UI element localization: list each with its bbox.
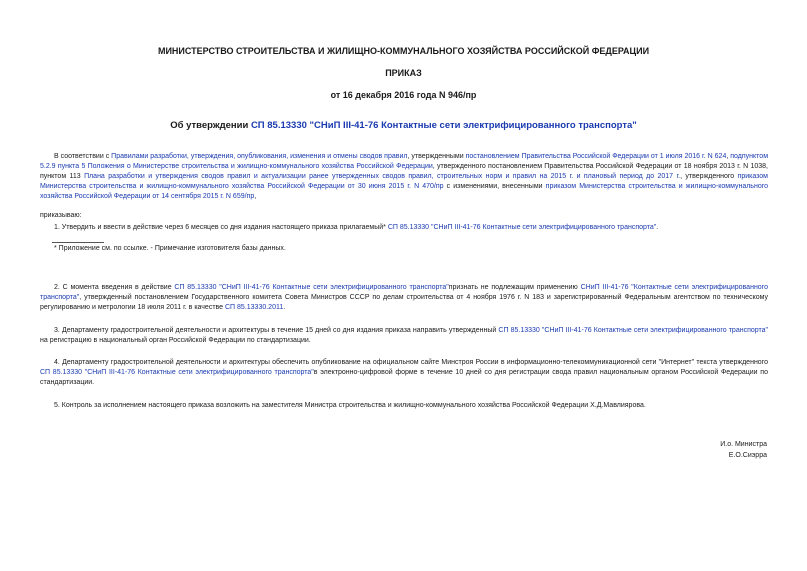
doc-type: ПРИКАЗ (385, 68, 422, 78)
footnote-divider (52, 242, 104, 243)
ministry-heading: МИНИСТЕРСТВО СТРОИТЕЛЬСТВА И ЖИЛИЩНО-КОММУНАЛЬНОГО ХОЗЯЙСТВА РОССИЙСКОЙ ФЕДЕРАЦИИ (157, 46, 650, 56)
preamble-paragraph (40, 152, 768, 202)
title-link[interactable]: СП 85.13330 "СНиП III-41-76 Контактные сети электрифицированного транспорта" (250, 120, 637, 131)
order-date-number: от 16 декабря 2016 года N 946/пр (330, 90, 477, 100)
item-1-link[interactable]: СП 85.13330 "СНиП III-41-76 Контактные сети электрифицированного транспорта" (387, 224, 657, 231)
item-3 (40, 326, 768, 346)
link-order-659[interactable]: приказом Министерства строительства и жилищно-коммунального хозяйства Российской Федерации от 14 сентября 2015 г. N 659/пр (40, 183, 769, 200)
link-rules[interactable]: Правилами разработки, утверждения, опубликования, изменения и отмены сводов правил (111, 153, 408, 160)
preamble-text: , (254, 193, 257, 200)
item-text: , утвержденный постановлением Государственного комитета Совета Министров СССР по делам строительства от 4 ноября 1976 г. N 183 и зарегистрированный Федеральным агентством по техническому регулированию и метрологии 18 июля 2011 г. в качестве (40, 294, 768, 311)
item-2-link-sp[interactable]: СП 85.13330 "СНиП III-41-76 Контактные сети электрифицированного транспорта" (174, 284, 449, 291)
item-text: . (656, 224, 659, 231)
item-text: признать не подлежащим применению (448, 284, 581, 291)
item-text: 1. Утвердить и ввести в действие через 6 месяцев со дня издания настоящего приказа прилагаемый* (54, 224, 388, 231)
item-text: . (283, 304, 286, 311)
preamble-text: , (726, 153, 731, 160)
item-text: на регистрацию в национальный орган Российской Федерации по стандартизации. (40, 337, 311, 344)
link-order-470[interactable]: приказом Министерства строительства и жилищно-коммунального хозяйства Российской Федерации от 30 июня 2015 г. N 470/пр (40, 173, 768, 190)
item-text: 2. С момента введения в действие (54, 284, 175, 291)
preamble-text: , утвержденного постановлением Правительства Российской Федерации от 18 ноября 2013 г. N 1038, пунктом 113 (40, 163, 768, 180)
page-title (0, 120, 807, 131)
item-1 (54, 223, 658, 233)
item-2 (40, 283, 768, 313)
item-text: в электронно-цифровой форме в течение 10 дней со дня регистрации свода правил национальным органом Российской Федерации по стандартизации. (40, 369, 768, 386)
item-text: 4. Департаменту градостроительной деятельности и архитектуры обеспечить опубликование на официальном сайте Минстроя России в информационно-телекоммуникационной сети "Интернет" текста утвержденного (54, 359, 768, 366)
preamble-text: В соответствии с (54, 153, 112, 160)
signature-name: Е.О.Сиэрра (728, 452, 767, 459)
signature-position: И.о. Министра (720, 441, 767, 448)
item-2-link-sp2011[interactable]: СП 85.13330.2011 (225, 304, 284, 311)
link-ministry-regulation[interactable]: подпунктом 5.2.9 пункта 5 Положения о Министерстве строительства и жилищно-коммунального хозяйства Российской Федерации (40, 153, 769, 170)
preamble-text: , утвержденными (407, 153, 466, 160)
item-text: 3. Департаменту градостроительной деятельности и архитектуры в течение 15 дней со дня издания приказа направить утвержденный (54, 327, 499, 334)
item-5: 5. Контроль за исполнением настоящего приказа возложить на заместителя Министра строительства и жилищно-коммунального хозяйства Российской Федерации Х.Д.Мавлиярова. (54, 402, 646, 409)
link-resolution-624[interactable]: постановлением Правительства Российской Федерации от 1 июля 2016 г. N 624 (465, 153, 727, 160)
item-2-link-snip[interactable]: СНиП III-41-76 "Контактные сети электрифицированного транспорта" (40, 284, 768, 301)
link-plan[interactable]: Плана разработки и утверждения сводов правил и актуализации ранее утвержденных сводов правил, строительных норм и правил на 2015 г. и плановый период до 2017 г. (84, 173, 681, 180)
item-3-link[interactable]: СП 85.13330 "СНиП III-41-76 Контактные сети электрифицированного транспорта" (498, 327, 769, 334)
preamble-text: с изменениями, внесенными (443, 183, 546, 190)
item-4 (40, 358, 768, 388)
order-word: приказываю: (40, 212, 82, 219)
footnote: * Приложение см. по ссылке. - Примечание изготовителя базы данных. (54, 245, 286, 252)
item-4-link[interactable]: СП 85.13330 "СНиП III-41-76 Контактные сети электрифицированного транспорта" (40, 369, 314, 376)
preamble-text: , утвержденного (680, 173, 738, 180)
title-prefix: Об утверждении (170, 120, 251, 131)
